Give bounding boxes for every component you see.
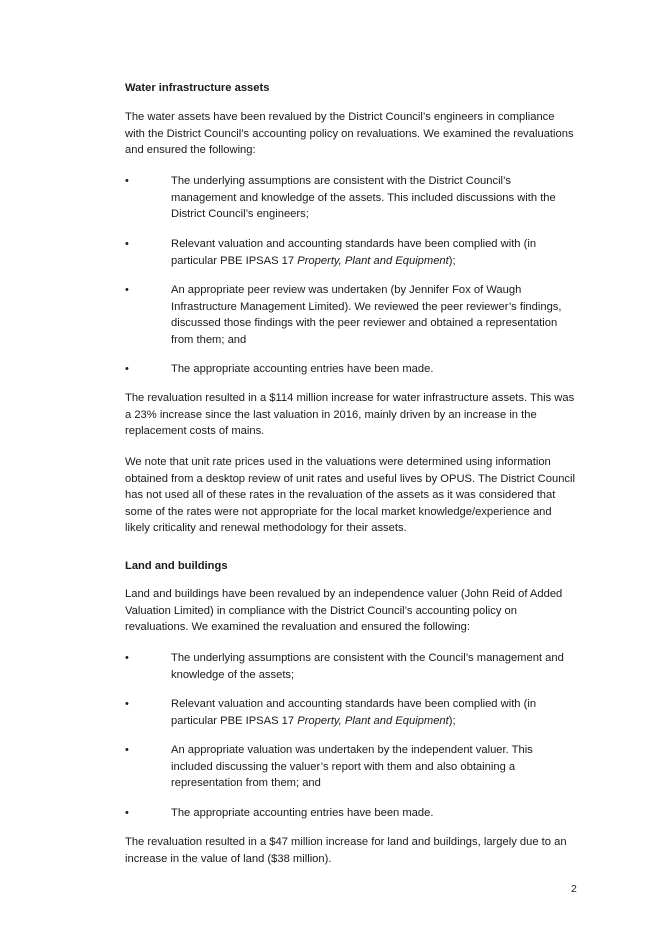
bullet-text: An appropriate peer review was undertaken (by Jennifer Fox of Waugh Infrastructure Management Limited). We reviewed the peer reviewer’s findings, discussed those findings with the peer reviewer and obtained a representation from them; and xyxy=(171,284,562,346)
water-result-paragraph: The revaluation resulted in a $114 million increase for water infrastructure assets. This was a 23% increase since the last valuation in 2016, mainly driven by an increase in the replacement costs of mains. xyxy=(125,392,575,437)
bullet-icon: • xyxy=(125,284,129,296)
standard-title: Property, Plant and Equipment xyxy=(297,714,449,727)
bullet-text: The appropriate accounting entries have been made. xyxy=(171,363,434,375)
bullet-icon: • xyxy=(125,698,129,710)
bullet-icon: • xyxy=(125,238,129,250)
bullet-icon: • xyxy=(125,744,129,756)
water-intro-paragraph: The water assets have been revalued by the District Council’s engineers in compliance with the District Council’s accounting policy on revaluations. We examined the revaluations and ensured the following: xyxy=(125,111,574,156)
land-result-paragraph: The revaluation resulted in a $47 million increase for land and buildings, largely due to an increase in the value of land ($38 million). xyxy=(125,836,567,865)
standard-title: Property, Plant and Equipment xyxy=(297,254,449,267)
bullet-text: The underlying assumptions are consistent with the District Council’s management and knowledge of the assets. This included discussions with the District Council’s engineers; xyxy=(171,175,556,220)
section-heading-land: Land and buildings xyxy=(125,560,228,572)
water-note-paragraph: We note that unit rate prices used in the valuations were determined using information obtained from a desktop review of unit rates and useful lives by OPUS. The District Council has not used all of these rates in the revaluation of the assets as it was considered that some of the rates were not appropriate for the local market knowledge/experience and likely criticality and renewal methodology for their assets. xyxy=(125,456,575,534)
bullet-icon: • xyxy=(125,807,129,819)
bullet-text: Relevant valuation and accounting standards have been complied with (in particular PBE IPSAS 17 Property, Plant and Equipment); xyxy=(171,238,537,267)
bullet-text: The underlying assumptions are consistent with the Council’s management and knowledge of the assets; xyxy=(171,652,564,681)
section-heading-water: Water infrastructure assets xyxy=(125,82,270,94)
page-number: 2 xyxy=(571,883,577,895)
bullet-icon: • xyxy=(125,363,129,375)
bullet-text: The appropriate accounting entries have been made. xyxy=(171,807,434,819)
bullet-text: An appropriate valuation was undertaken by the independent valuer. This included discussing the valuer’s report with them and also obtaining a representation from them; and xyxy=(171,744,533,789)
bullet-icon: • xyxy=(125,175,129,187)
land-intro-paragraph: Land and buildings have been revalued by an independence valuer (John Reid of Added Valuation Limited) in compliance with the District Council’s accounting policy on revaluations. We examined the revaluation and ensured the following: xyxy=(125,588,563,633)
bullet-text: Relevant valuation and accounting standards have been complied with (in particular PBE IPSAS 17 Property, Plant and Equipment); xyxy=(171,698,537,727)
bullet-icon: • xyxy=(125,652,129,664)
